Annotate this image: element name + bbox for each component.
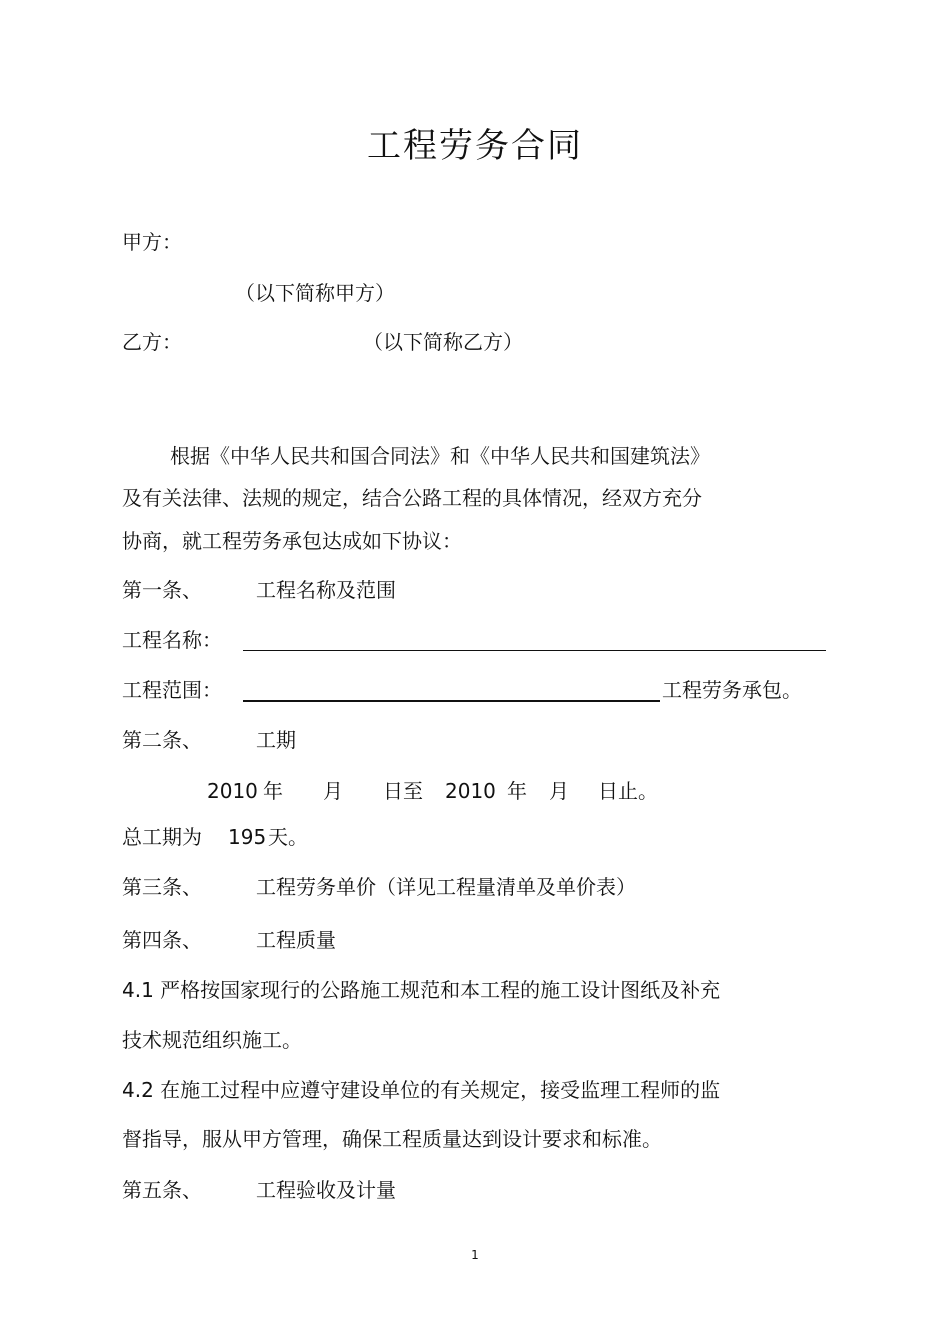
- end-year: 2010: [445, 779, 496, 803]
- end-day: 日止。: [598, 779, 658, 803]
- article-5-number: 第五条、: [122, 1178, 202, 1202]
- party-a-label: 甲方：: [122, 230, 182, 254]
- clause-4-1-line-1: 4.1 严格按国家现行的公路施工规范和本工程的施工设计图纸及补充: [122, 978, 721, 1002]
- end-year-char: 年: [507, 779, 527, 803]
- article-2-heading: 工期: [256, 728, 296, 752]
- start-year-char: 年: [263, 779, 283, 803]
- party-a-abbrev: （以下简称甲方）: [235, 281, 395, 305]
- article-4-number: 第四条、: [122, 928, 202, 952]
- intro-line-3: 协商，就工程劳务承包达成如下协议：: [122, 529, 462, 553]
- intro-line-2: 及有关法律、法规的规定，结合公路工程的具体情况，经双方充分: [122, 486, 702, 510]
- total-duration-prefix: 总工期为: [122, 825, 202, 849]
- party-b-abbrev: （以下简称乙方）: [363, 330, 523, 354]
- end-month-char: 月: [549, 779, 569, 803]
- clause-4-2-line-1: 4.2 在施工过程中应遵守建设单位的有关规定，接受监理工程师的监: [122, 1078, 721, 1102]
- clause-4-1-line-2: 技术规范组织施工。: [122, 1028, 302, 1052]
- start-year: 2010: [207, 779, 258, 803]
- party-b-label: 乙方：: [122, 330, 182, 354]
- article-3-number: 第三条、: [122, 875, 202, 899]
- total-duration-suffix: 天。: [268, 825, 308, 849]
- article-1-heading: 工程名称及范围: [256, 578, 396, 602]
- project-name-label: 工程名称：: [122, 628, 222, 652]
- article-1-number: 第一条、: [122, 578, 202, 602]
- start-month-char: 月: [323, 779, 343, 803]
- start-day-to: 日至: [383, 779, 423, 803]
- project-scope-label: 工程范围：: [122, 678, 222, 702]
- project-scope-suffix: 工程劳务承包。: [662, 678, 802, 702]
- document-title: 工程劳务合同: [367, 126, 583, 166]
- page-number: 1: [471, 1248, 479, 1262]
- article-2-number: 第二条、: [122, 728, 202, 752]
- article-5-heading: 工程验收及计量: [256, 1178, 396, 1202]
- project-scope-blank: [243, 700, 660, 702]
- article-3-heading: 工程劳务单价（详见工程量清单及单价表）: [256, 875, 636, 899]
- total-duration-days: 195: [228, 825, 267, 849]
- intro-line-1: 根据《中华人民共和国合同法》和《中华人民共和国建筑法》: [170, 444, 710, 468]
- article-4-heading: 工程质量: [256, 928, 336, 952]
- project-name-blank: [243, 650, 826, 651]
- clause-4-2-line-2: 督指导，服从甲方管理，确保工程质量达到设计要求和标准。: [122, 1127, 662, 1151]
